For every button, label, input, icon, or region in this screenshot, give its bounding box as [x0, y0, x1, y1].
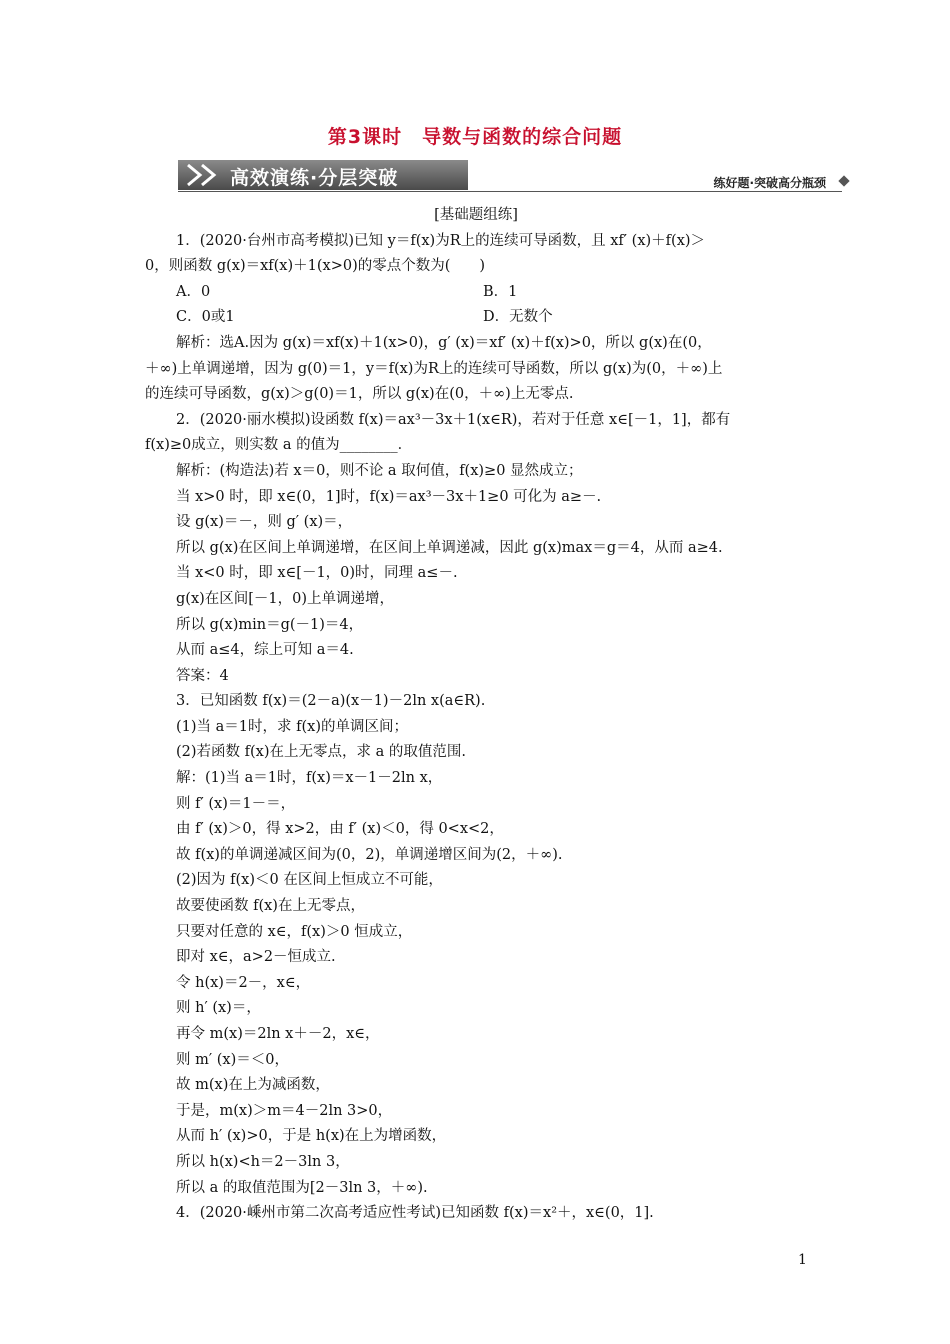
- q2-solution-line: 解析：(构造法)若 x＝0，则不论 a 取何值，f(x)≥0 显然成立；: [176, 462, 583, 479]
- q3-line: 则 f′ (x)＝1－＝，: [176, 795, 296, 812]
- q1-option-d: D．无数个: [483, 309, 553, 326]
- banner-title: 高效演练·分层突破: [230, 167, 399, 189]
- q3-line: 即对 x∈，a>2－恒成立.: [176, 949, 336, 966]
- q3-line: 从而 h′ (x)>0，于是 h(x)在上为增函数，: [176, 1128, 447, 1145]
- q2-solution-line: 所以 g(x)min＝g(－1)＝4，: [176, 616, 364, 633]
- q3-line: 故要使函数 f(x)在上无零点，: [176, 898, 365, 915]
- q4-stem-line: 4．(2020·嵊州市第二次高考适应性考试)已知函数 f(x)＝x²＋，x∈(0，1].: [176, 1205, 654, 1222]
- banner-bar: [178, 160, 468, 190]
- q3-line: 再令 m(x)＝2ln x＋－2，x∈，: [176, 1026, 380, 1042]
- q3-line: 3．已知函数 f(x)＝(2－a)(x－1)－2ln x(a∈R).: [176, 693, 486, 710]
- q1-option-a: A．0: [176, 283, 211, 300]
- q2-solution-line: 当 x<0 时，即 x∈[－1，0)时，同理 a≤－.: [176, 565, 458, 582]
- q3-line: 解：(1)当 a＝1时，f(x)＝x－1－2ln x，: [176, 770, 443, 787]
- q3-line: 故 m(x)在上为减函数，: [176, 1077, 330, 1094]
- double-chevron-icon: [184, 163, 224, 187]
- q3-line: 所以 h(x)<h＝2－3ln 3，: [176, 1153, 350, 1170]
- q3-line: 于是，m(x)＞m＝4－2ln 3>0，: [176, 1102, 393, 1119]
- q1-option-b: B．1: [483, 283, 518, 300]
- q1-solution-line: 的连续可导函数，g(x)＞g(0)＝1，所以 g(x)在(0，＋∞)上无零点.: [145, 386, 574, 403]
- page-title: 第3课时 导数与函数的综合问题: [327, 126, 623, 148]
- page-number: 1: [798, 1252, 807, 1268]
- q1-stem-line: 0，则函数 g(x)＝xf(x)＋1(x>0)的零点个数为( ): [145, 258, 486, 275]
- q1-solution-line: ＋∞)上单调递增，因为 g(0)＝1，y＝f(x)为R上的连续可导函数，所以 g(x)为(0，＋∞)上: [145, 360, 723, 377]
- banner-slogan: 练好题·突破高分瓶颈: [713, 176, 826, 190]
- q2-solution-line: 设 g(x)＝－，则 g′ (x)＝，: [176, 514, 353, 531]
- q2-answer: 答案：4: [176, 667, 229, 684]
- section-heading: [基础题组练]: [434, 207, 518, 223]
- q1-option-c: C．0或1: [176, 309, 235, 326]
- q3-line: 由 f′ (x)＞0，得 x>2，由 f′ (x)＜0，得 0<x<2，: [176, 821, 504, 838]
- q3-line: 则 h′ (x)＝，: [176, 1000, 261, 1017]
- q2-solution-line: 所以 g(x)在区间上单调递增，在区间上单调递减，因此 g(x)max＝g＝4，从而 a≥4.: [176, 539, 723, 556]
- q3-line: 只要对任意的 x∈，f(x)＞0 恒成立，: [176, 923, 413, 940]
- q1-solution-line: 解析：选A.因为 g(x)＝xf(x)＋1(x>0)，g′ (x)＝xf′ (x)＋f(x)>0，所以 g(x)在(0，: [176, 334, 712, 351]
- q3-line: (2)因为 f(x)＜0 在区间上恒成立不可能，: [176, 872, 443, 889]
- q3-line: (1)当 a＝1时，求 f(x)的单调区间；: [176, 718, 408, 735]
- q3-line: (2)若函数 f(x)在上无零点，求 a 的取值范围.: [176, 744, 466, 761]
- q2-solution-line: 当 x>0 时，即 x∈(0，1]时，f(x)＝ax³－3x＋1≥0 可化为 a≥－.: [176, 488, 602, 505]
- section-banner: [178, 160, 850, 192]
- q1-stem-line: 1．(2020·台州市高考模拟)已知 y＝f(x)为R上的连续可导函数，且 xf′ (x)＋f(x)＞: [176, 232, 706, 249]
- q1-options-row: [145, 280, 807, 306]
- document-body: [145, 203, 807, 1227]
- q2-stem-line: f(x)≥0成立，则实数 a 的值为________．: [145, 437, 413, 454]
- q2-stem-line: 2．(2020·丽水模拟)设函数 f(x)＝ax³－3x＋1(x∈R)，若对于任意 x∈[－1，1]，都有: [176, 411, 731, 428]
- q1-options-row: [145, 305, 807, 331]
- q3-line: 所以 a 的取值范围为[2－3ln 3，＋∞).: [176, 1179, 428, 1196]
- q2-solution-line: 从而 a≤4，综上可知 a＝4.: [176, 642, 354, 659]
- diamond-icon: [838, 175, 849, 186]
- q3-line: 故 f(x)的单调递减区间为(0，2)，单调递增区间为(2，＋∞).: [176, 846, 563, 863]
- q3-line: 令 h(x)＝2－，x∈，: [176, 974, 311, 991]
- banner-divider: [178, 191, 842, 192]
- q2-solution-line: g(x)在区间[－1，0)上单调递增，: [176, 590, 395, 607]
- q3-line: 则 m′ (x)＝＜0，: [176, 1051, 289, 1068]
